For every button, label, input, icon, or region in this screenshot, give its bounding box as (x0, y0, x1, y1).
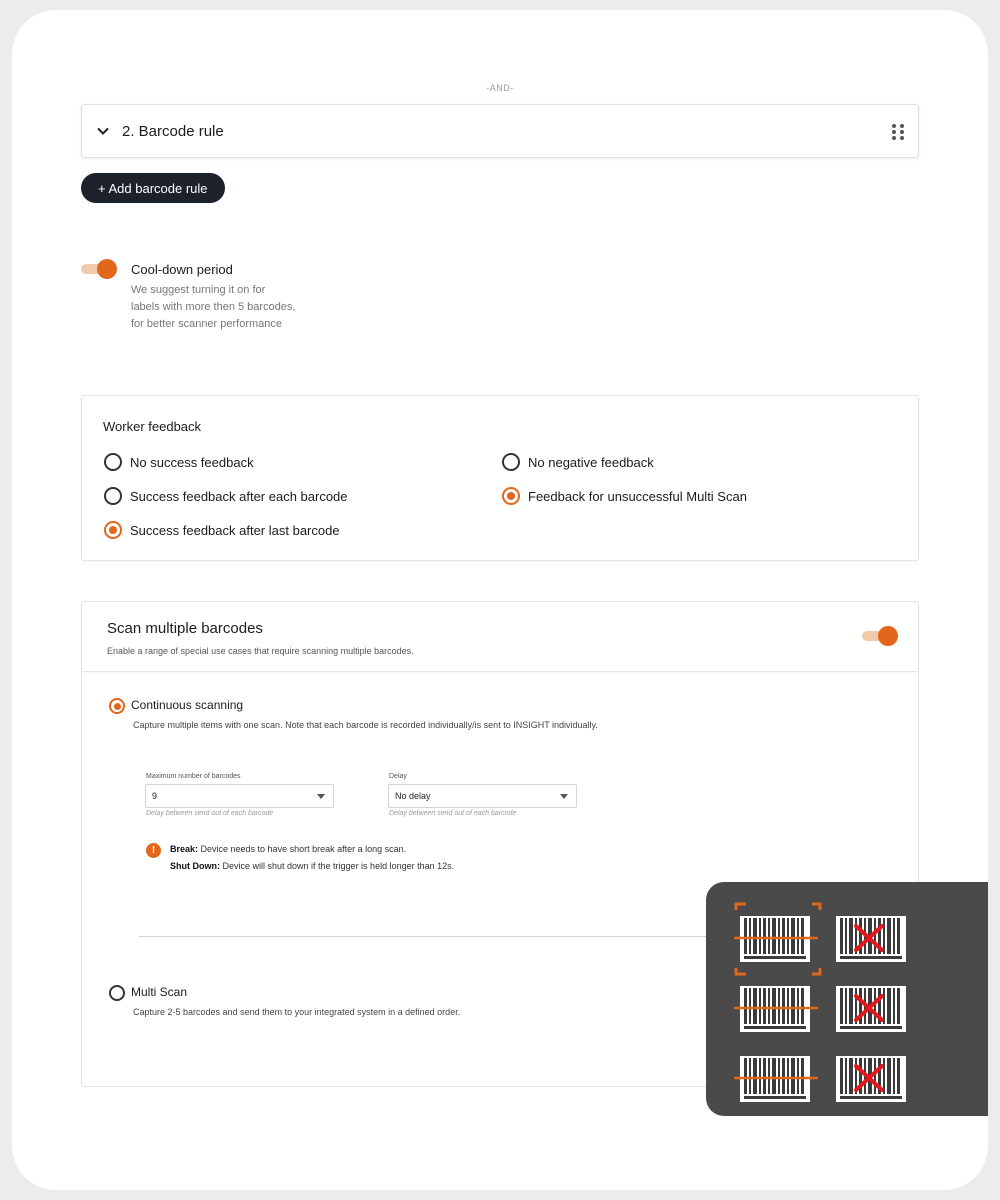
cooldown-toggle[interactable] (81, 259, 117, 279)
radio-button-selected[interactable] (502, 487, 520, 505)
caret-down-icon (560, 794, 568, 799)
break-label: Break: (170, 844, 199, 854)
cooldown-desc-line: labels with more then 5 barcodes, (131, 301, 296, 313)
add-barcode-rule-button[interactable]: + Add barcode rule (81, 173, 225, 203)
delay-hint: Delay between send out of each barcode (389, 810, 517, 817)
barcode-rule-title: 2. Barcode rule (122, 122, 224, 140)
toggle-knob (878, 626, 898, 646)
select-value: No delay (395, 791, 431, 801)
radio-multi-scan[interactable] (109, 985, 125, 1001)
radio-no-success-feedback[interactable] (104, 453, 254, 471)
worker-feedback-card (81, 395, 919, 561)
caret-down-icon (317, 794, 325, 799)
radio-label: No negative feedback (528, 454, 654, 470)
shutdown-label: Shut Down: (170, 861, 220, 871)
radio-unsuccessful-multi-scan[interactable] (502, 487, 747, 505)
radio-label: Feedback for unsuccessful Multi Scan (528, 488, 747, 504)
delay-label: Delay (389, 773, 407, 780)
and-separator: -AND- (486, 83, 514, 93)
max-barcodes-hint: Delay between send out of each barcode (146, 810, 274, 817)
continuous-scanning-title: Continuous scanning (131, 698, 244, 712)
break-warning (170, 844, 406, 854)
multi-scan-desc: Capture 2-5 barcodes and send them to your integrated system in a defined order. (133, 1007, 461, 1017)
radio-success-each-barcode[interactable] (104, 487, 348, 505)
scan-multiple-header (82, 602, 918, 672)
cooldown-title: Cool-down period (131, 262, 233, 277)
scan-multiple-subtitle: Enable a range of special use cases that require scanning multiple barcodes. (107, 646, 414, 656)
radio-label: Success feedback after last barcode (130, 522, 340, 538)
cooldown-desc-line: We suggest turning it on for (131, 284, 266, 296)
continuous-scanning-desc: Capture multiple items with one scan. Note that each barcode is recorded individually/is sent to INSIGHT individually. (133, 720, 598, 730)
section-divider (139, 936, 739, 937)
shutdown-warning (170, 861, 454, 871)
worker-feedback-title: Worker feedback (103, 419, 202, 434)
radio-continuous-scanning[interactable] (109, 698, 125, 714)
delay-select[interactable] (388, 784, 577, 808)
radio-button[interactable] (104, 453, 122, 471)
max-barcodes-label: Maximum number of barcodes (146, 773, 241, 780)
barcode-illustration-icon (706, 882, 988, 1116)
select-value: 9 (152, 791, 158, 801)
radio-success-last-barcode[interactable] (104, 521, 340, 539)
barcode-rule-card[interactable] (81, 104, 919, 158)
shutdown-text: Device will shut down if the trigger is held longer than 12s. (220, 861, 455, 871)
warning-icon: ! (146, 843, 161, 858)
radio-label: Success feedback after each barcode (130, 488, 348, 504)
app-frame (12, 10, 988, 1190)
cooldown-desc-line: for better scanner performance (131, 318, 283, 330)
drag-handle-icon[interactable] (892, 124, 904, 140)
chevron-down-icon[interactable] (96, 124, 110, 138)
radio-no-negative-feedback[interactable] (502, 453, 654, 471)
max-barcodes-select[interactable] (145, 784, 334, 808)
multi-scan-title: Multi Scan (131, 985, 188, 999)
scan-multiple-title: Scan multiple barcodes (107, 620, 263, 637)
radio-button-selected[interactable] (104, 521, 122, 539)
radio-button[interactable] (104, 487, 122, 505)
break-text: Device needs to have short break after a long scan. (198, 844, 407, 854)
radio-label: No success feedback (130, 454, 254, 470)
cooldown-description (131, 282, 331, 333)
barcode-illustration-panel (706, 882, 988, 1116)
scan-multiple-toggle[interactable] (862, 626, 898, 646)
toggle-knob (97, 259, 117, 279)
radio-button[interactable] (502, 453, 520, 471)
